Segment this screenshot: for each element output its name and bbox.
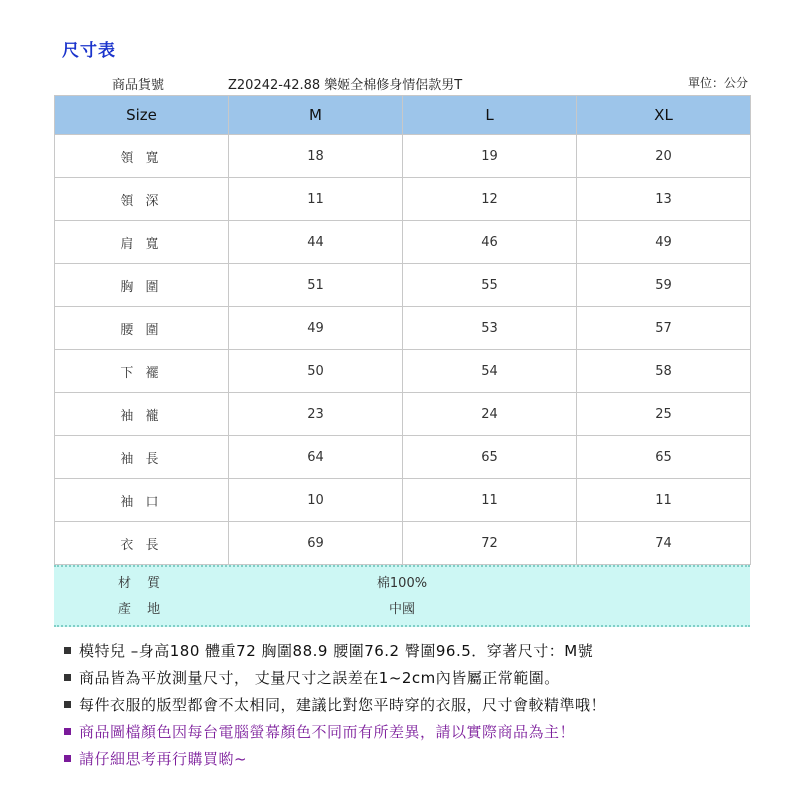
cell-l: 19 [403,135,577,178]
cell-l: 12 [403,178,577,221]
cell-l: 65 [403,436,577,479]
note-text: 商品圖檔顏色因每台電腦螢幕顏色不同而有所差異，請以實際商品為主！ [79,723,576,741]
row-label: 袖 襱 [55,393,229,436]
size-table [54,95,751,565]
row-label: 胸 圍 [55,264,229,307]
row-label: 袖 長 [55,436,229,479]
cell-m: 10 [229,479,403,522]
note-item [64,638,606,665]
notes-list [64,638,606,773]
cell-xl: 20 [577,135,751,178]
material-panel [54,565,750,627]
table-row [55,135,751,178]
header-size: Size [55,96,229,135]
note-item [64,665,606,692]
bullet-icon [64,755,71,762]
row-label: 下 襬 [55,350,229,393]
table-row [55,393,751,436]
product-code-label: 商品貨號 [112,78,165,93]
note-text: 每件衣服的版型都會不太相同，建議比對您平時穿的衣服，尺寸會較精準哦！ [79,696,607,714]
table-row [55,479,751,522]
cell-xl: 11 [577,479,751,522]
table-row [55,178,751,221]
header-xl: XL [577,96,751,135]
fabric-value: 棉100% [376,576,428,591]
table-row [55,522,751,565]
header-l: L [403,96,577,135]
cell-xl: 57 [577,307,751,350]
row-label: 領 寬 [55,135,229,178]
cell-l: 53 [403,307,577,350]
note-item [64,719,606,746]
bullet-icon [64,674,71,681]
cell-l: 46 [403,221,577,264]
cell-xl: 65 [577,436,751,479]
note-item [64,692,606,719]
page-title: 尺寸表 [62,41,116,61]
cell-xl: 49 [577,221,751,264]
cell-l: 11 [403,479,577,522]
cell-m: 11 [229,178,403,221]
cell-xl: 59 [577,264,751,307]
bullet-icon [64,647,71,654]
unit-label: 單位：公分 [687,76,748,90]
row-label: 袖 口 [55,479,229,522]
bullet-icon [64,728,71,735]
table-row [55,436,751,479]
bullet-icon [64,701,71,708]
cell-l: 55 [403,264,577,307]
cell-m: 69 [229,522,403,565]
cell-m: 44 [229,221,403,264]
cell-m: 64 [229,436,403,479]
cell-m: 18 [229,135,403,178]
cell-xl: 74 [577,522,751,565]
row-label: 肩 寬 [55,221,229,264]
table-row [55,307,751,350]
cell-l: 24 [403,393,577,436]
row-label: 領 深 [55,178,229,221]
row-label: 衣 長 [55,522,229,565]
origin-value: 中國 [388,602,415,617]
cell-m: 23 [229,393,403,436]
origin-label: 產 地 [118,602,167,617]
cell-l: 54 [403,350,577,393]
note-item [64,746,606,773]
header-m: M [229,96,403,135]
note-text: 請仔細思考再行購買喲~ [79,750,248,768]
origin-row [54,597,750,623]
note-text: 模特兒 –身高180 體重72 胸圍88.9 腰圍76.2 臀圍96.5．穿著尺寸：M號 [79,642,594,660]
row-label: 腰 圍 [55,307,229,350]
table-row [55,350,751,393]
note-text: 商品皆為平放測量尺寸， 丈量尺寸之誤差在1~2cm內皆屬正常範圍。 [79,669,560,687]
fabric-row [54,571,750,597]
fabric-label: 材 質 [118,576,167,591]
cell-l: 72 [403,522,577,565]
cell-m: 50 [229,350,403,393]
product-name: Z20242-42.88 樂姬全棉修身情侶款男T [228,78,463,93]
cell-m: 49 [229,307,403,350]
cell-xl: 25 [577,393,751,436]
cell-m: 51 [229,264,403,307]
table-row [55,264,751,307]
size-table-header-row [55,96,751,135]
cell-xl: 13 [577,178,751,221]
table-row [55,221,751,264]
cell-xl: 58 [577,350,751,393]
